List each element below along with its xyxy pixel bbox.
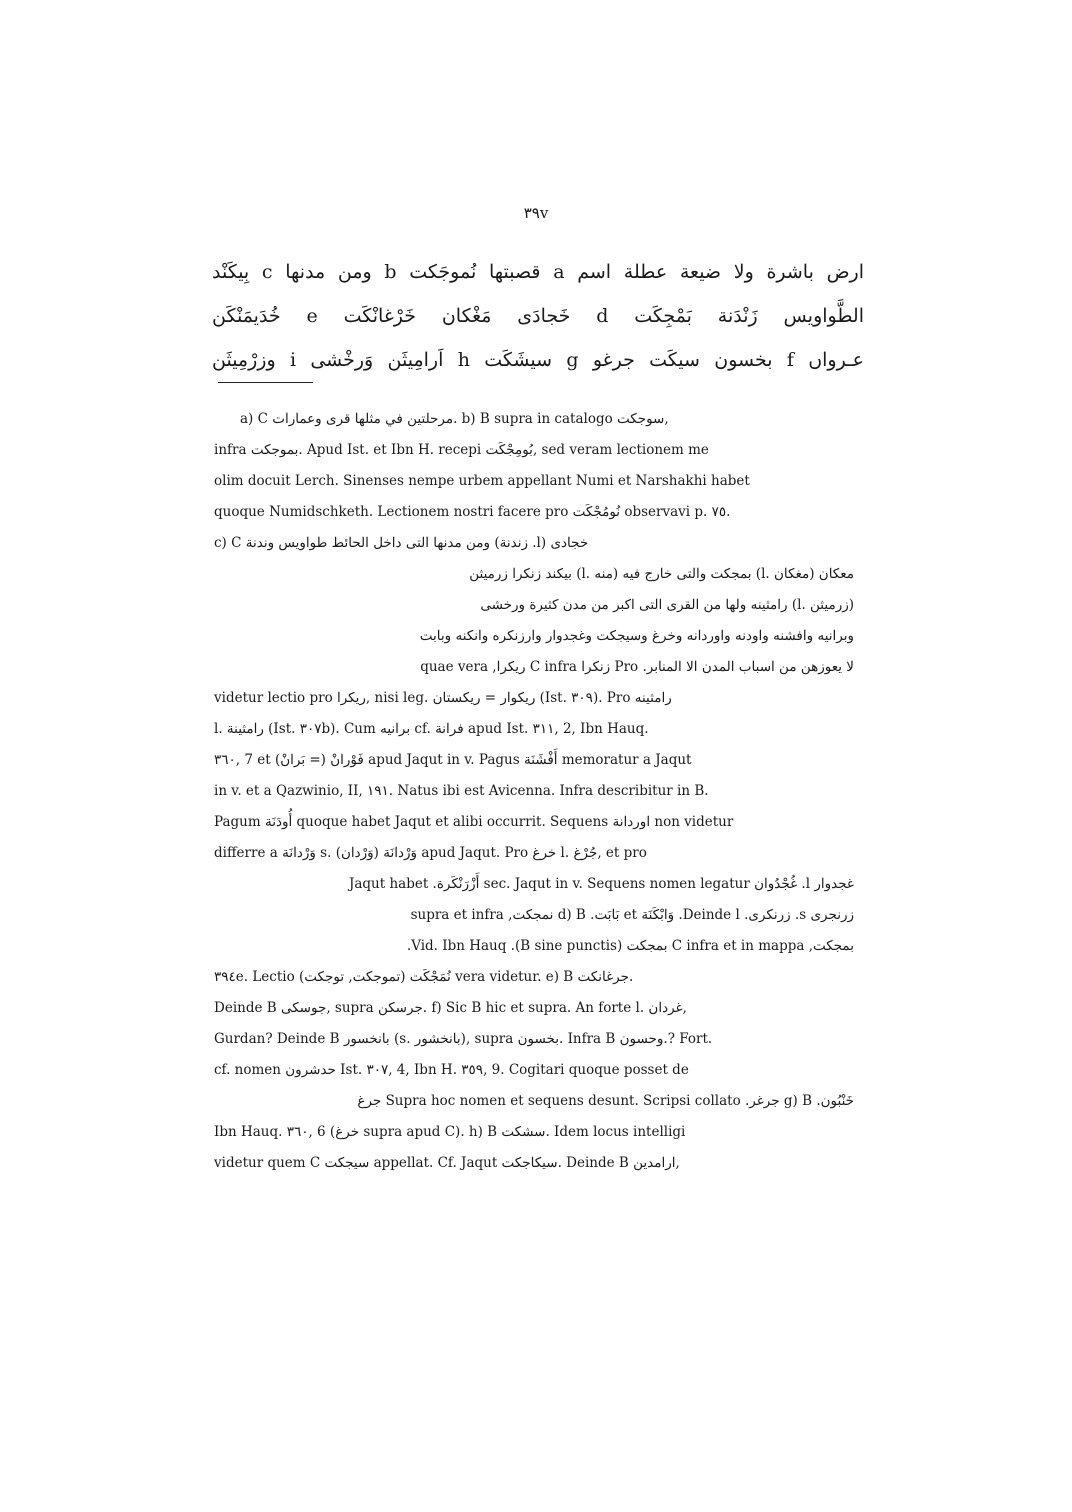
footnote-line: videtur quem C سيجكت appellat. Cf. Jaqut سيكاجكت. Deinde B ارامدين, — [214, 1155, 680, 1171]
footnote-line: c) C ومن مدنها التى داخل الحائط طواويس وندنة (زندنة .l) خجادى — [214, 535, 589, 551]
footnote-line: Gurdan? Deinde B بانخسور (s. بانخشور), supra بخسون. Infra B وحسون.? Fort. — [214, 1031, 713, 1047]
footnote-line: ٣٩٤e. Lectio نُمَجْكَت (تموجكت, توجكت) vera videtur. e) B جرغانكت. — [214, 969, 634, 985]
page-number: ٣٩v — [523, 204, 549, 222]
footnote-line: Pagum أُودَنَة quoque habet Jaqut et alibi occurrit. Sequens اوردانة non videtur — [214, 814, 734, 830]
footnote-line: وبرانيه وافشنه واودنه واوردانه وخرغ وسيجكت وغجدوار وارزنكره وانكنه وبابت — [419, 628, 854, 644]
footnote-line: cf. nomen حدشرون Ist. ٣٠٧, 4, Ibn H. ٣٥٩, 9. Cogitari quoque posset de — [214, 1062, 689, 1078]
footnote-line: quoque Numidschketh. Lectionem nostri facere pro نُومُجْكَت observavi p. ٧٥. — [214, 504, 731, 520]
footnote-line: خَنْبُون. g) B جرغر. Supra hoc nomen et sequens desunt. Scripsi collato جرغ — [357, 1093, 854, 1109]
footnote-line: olim docuit Lerch. Sinenses nempe urbem appellant Numi et Narshakhi habet — [214, 473, 750, 489]
footnote-line: بمجكت, C infra et in mappa بمجكت (B sine punctis). Vid. Ibn Hauq. — [406, 938, 854, 954]
main-text-line: الطَّواويس زَنْدَنة بَمْجِكَت d خَجادَى مَغْكان خَرْغانْكَت e خُدَيمَنْكَن — [212, 305, 864, 327]
footnotes-block — [214, 404, 854, 1179]
footnote-line: in v. et a Qazwinio, II, ١٩١. Natus ibi est Avicenna. Infra describitur in B. — [214, 783, 709, 799]
footnote-line: ٣٦٠, 7 et فَوْرانْ (= بَرانْ) apud Jaqut in v. Pagus أَفْشَنَة memoratur a Jaqut — [214, 752, 692, 768]
footnote-line: زرنجرى s. زرنكرى. Deinde l. وَابْكَنَة et بَابَت. d) B نمجكت, supra et infra — [410, 907, 854, 923]
footnote-line: a) C ‎مرحلتين في مثلها قرى وعمارات. ‎b) B supra in catalogo سوجكت, — [240, 411, 669, 427]
footnote-line: لا يعوزهن من اسباب المدن الا المنابر. Pro زنكرا C infra ريكرا, quae vera — [420, 659, 854, 675]
footnote-divider — [218, 382, 313, 383]
footnote-line: Deinde B جوسكى, supra جرسكن. f) Sic B hic et supra. An forte l. غردان, — [214, 1000, 687, 1016]
footnote-line: (زرميثن .l) رامثينه ولها من القرى التى اكبر من مدن كثيرة ورخشى — [480, 597, 854, 613]
footnote-line: معكان (مغكان .l) بمجكت والتى خارج فيه (منه .l) بيكند زنكرا زرميثن — [469, 566, 854, 582]
footnote-line: infra بموجكت. Apud Ist. et Ibn H. recepi بُومِجْكَت, sed veram lectionem me — [214, 442, 709, 458]
footnote-line: videtur lectio pro ريكرا, nisi leg. ريكوار = ريكستان (Ist. ٣٠٩). Pro رامثينه — [214, 690, 672, 706]
footnote-line: l. رامثينة (Ist. ٣٠٧b). Cum برانيه cf. فرانة apud Ist. ٣١١, 2, Ibn Hauq. — [214, 721, 649, 737]
main-text-line: عـرواں f بخسون سيكَت جرغو g سيشَكَت h اَرامِيثَن وَرخْشى i وزرْمِيثَن — [212, 349, 864, 371]
main-text-line: ارض باشرة ولا ضيعة عطلة اسم a قصبتها نُموجَكت b ومن مدنها c بِيكَنْد — [212, 261, 864, 283]
footnote-line: غجدوار l. غُجْدُوان sec. Jaqut in v. Sequens nomen legatur أَزْرَنْكَرة. Jaqut habet — [348, 876, 854, 892]
main-text-block — [212, 250, 864, 382]
footnote-line: Ibn Hauq. ٣٦٠, 6 (خرغ supra apud C). h) B سشكت. Idem locus intelligi — [214, 1124, 686, 1140]
footnote-line: differre a وَرْدانَة s. وَرْدانَة (وَرْدان) apud Jaqut. Pro خرغ l. جُرْغ, et pro — [214, 845, 647, 861]
